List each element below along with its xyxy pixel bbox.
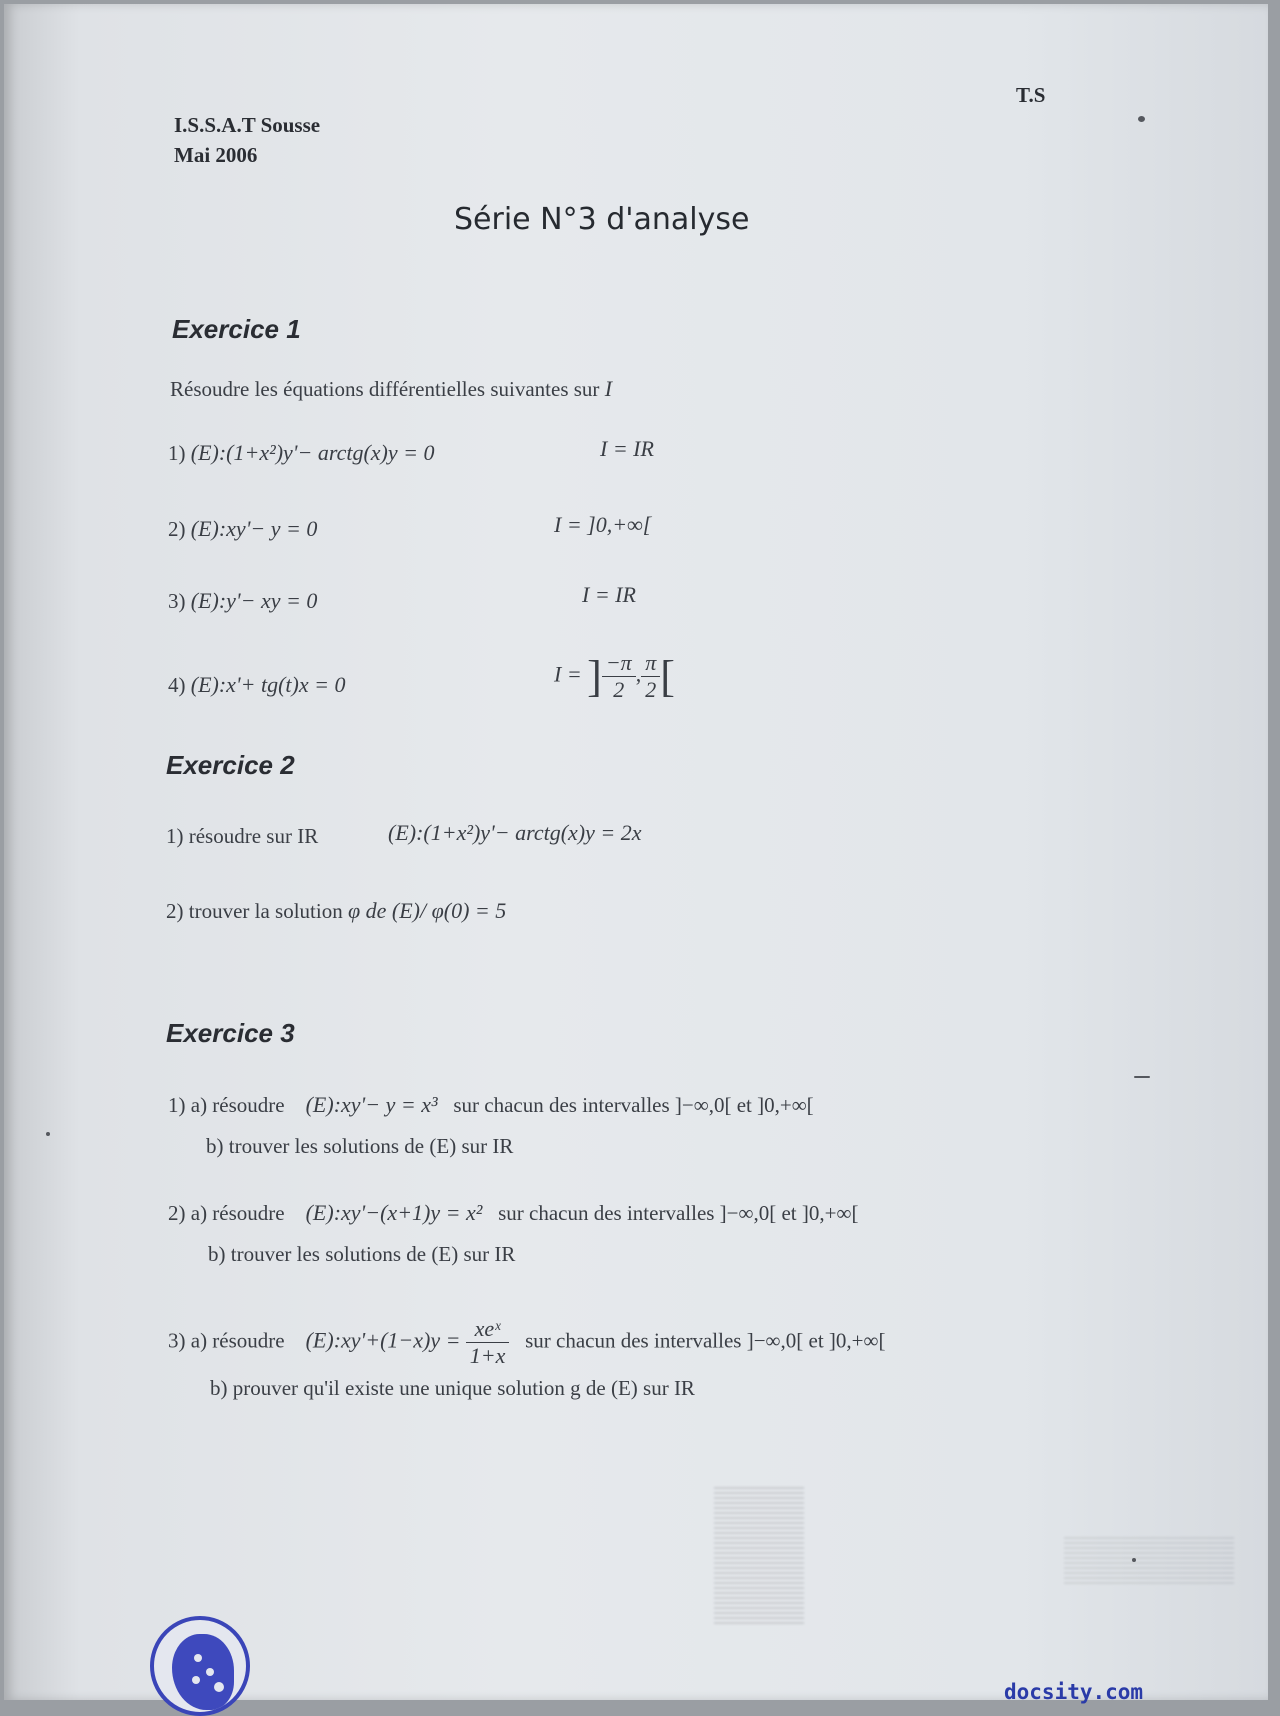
- scan-speck: [1134, 1076, 1150, 1078]
- ex2-question-1: 1) résoudre sur IR: [166, 824, 319, 848]
- ex1-item-3: 3) (E):y'− xy = 0: [168, 588, 318, 613]
- ex3-question-2b: b) trouver les solutions de (E) sur IR: [208, 1242, 516, 1266]
- ex2-question-1-equation: (E):(1+x²)y'− arctg(x)y = 2x: [388, 820, 642, 845]
- ex3-question-2a: 2) a) résoudre (E):xy'−(x+1)y = x² sur chacun des intervalles ]−∞,0[ et ]0,+∞[: [168, 1200, 859, 1225]
- docsity-logo-icon: [150, 1616, 250, 1716]
- ex3-question-3b: b) prouver qu'il existe une unique solution g de (E) sur IR: [210, 1376, 695, 1400]
- ex1-item-2-interval: I = ]0,+∞[: [554, 512, 652, 537]
- exercise-3-title: Exercice 3: [166, 1018, 295, 1048]
- ex3-question-1a: 1) a) résoudre (E):xy'− y = x³ sur chacun des intervalles ]−∞,0[ et ]0,+∞[: [168, 1092, 814, 1117]
- ex3-question-3a: 3) a) résoudre (E):xy'+(1−x)y = $\frac{\text{xeˣ}}{1+x}$ sur chacun des intervalles ]−∞,0[ et ]0,+∞[: [168, 1316, 886, 1368]
- ex1-item-1-interval: I = IR: [600, 436, 654, 461]
- document-page: [4, 4, 1268, 1704]
- scan-speck: [1138, 116, 1145, 122]
- ex3-question-1b: b) trouver les solutions de (E) sur IR: [206, 1134, 514, 1158]
- ex1-item-4: 4) (E):x'+ tg(t)x = 0: [168, 672, 346, 697]
- page-title: Série N°3 d'analyse: [454, 202, 750, 237]
- scan-speck: [46, 1132, 50, 1136]
- class-label: T.S: [1016, 83, 1046, 107]
- ex1-item-1: 1) (E):(1+x²)y'− arctg(x)y = 0: [168, 440, 435, 465]
- institution-label: I.S.S.A.T Sousse: [174, 113, 321, 137]
- exercise-1-title: Exercice 1: [172, 314, 301, 344]
- exercise-2-title: Exercice 2: [166, 750, 295, 780]
- ex1-item-3-interval: I = IR: [582, 582, 636, 607]
- date-label: Mai 2006: [174, 143, 258, 167]
- ex1-item-4-interval: I = ] $\frac{-\pi}{2}$ , $\frac{\pi}{2}$ [: [554, 650, 675, 702]
- exercise-1-intro: Résoudre les équations différentielles suivantes sur I: [170, 376, 613, 401]
- scan-noise: [1064, 1534, 1234, 1584]
- ex2-question-2: 2) trouver la solution φ de (E)/ φ(0) = 5: [166, 898, 507, 923]
- scan-noise: [714, 1484, 804, 1624]
- docsity-watermark[interactable]: docsity.com: [1004, 1680, 1144, 1704]
- ex1-item-2: 2) (E):xy'− y = 0: [168, 516, 318, 541]
